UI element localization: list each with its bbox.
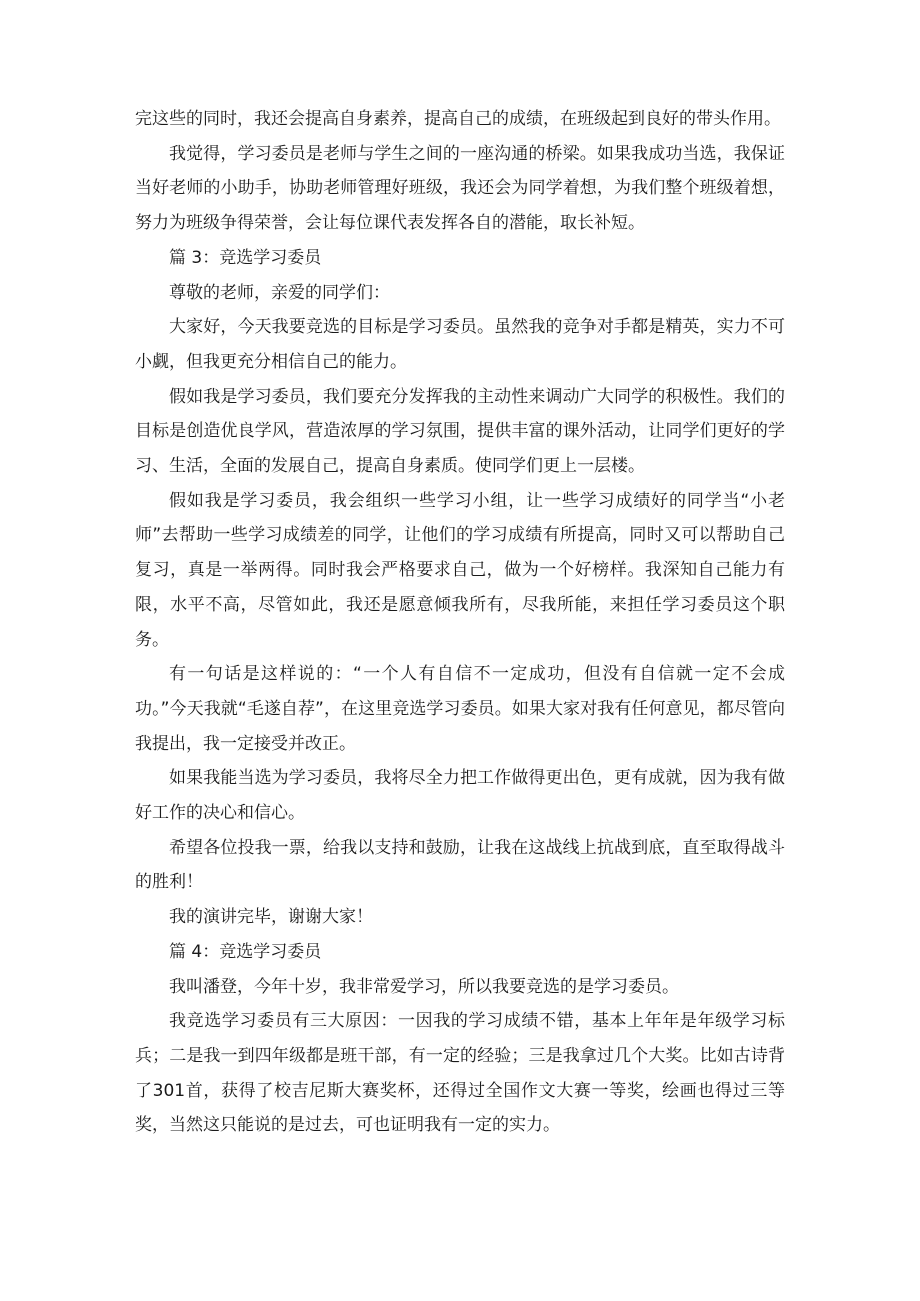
paragraph: 如果我能当选为学习委员，我将尽全力把工作做得更出色，更有成就，因为我有做好工作的决心和信心。 — [135, 768, 785, 824]
document-body — [135, 102, 785, 1143]
closing-line: 我的演讲完毕，谢谢大家！ — [169, 907, 373, 928]
paragraph: 我叫潘登，今年十岁，我非常爱学习，所以我要竞选的是学习委员。 — [169, 976, 679, 997]
paragraph: 假如我是学习委员，我们要充分发挥我的主动性来调动广大同学的积极性。我们的目标是创造优良学风，营造浓厚的学习氛围，提供丰富的课外活动，让同学们更好的学习、生活，全面的发展自己，提高自身素质。使同学们更上一层楼。 — [135, 386, 785, 477]
paragraph: 大家好，今天我要竞选的目标是学习委员。虽然我的竞争对手都是精英，实力不可小觑，但我更充分相信自己的能力。 — [135, 317, 785, 372]
paragraph: 有一句话是这样说的：“一个人有自信不一定成功，但没有自信就一定不会成功。”今天我就“毛遂自荐”，在这里竞选学习委员。如果大家对我有任何意见，都尽管向我提出，我一定接受并改正。 — [135, 664, 785, 754]
paragraph: 希望各位投我一票，给我以支持和鼓励，让我在这战线上抗战到底，直至取得战斗的胜利！ — [135, 837, 785, 893]
paragraph-continuation: 完这些的同时，我还会提高自身素养，提高自己的成绩，在班级起到良好的带头作用。 — [135, 109, 781, 129]
section-heading-3: 篇 3：竞选学习委员 — [169, 247, 322, 268]
paragraph: 我觉得，学习委员是老师与学生之间的一座沟通的桥梁。如果我成功当选，我保证当好老师的小助手，协助老师管理好班级，我还会为同学着想，为我们整个班级着想，努力为班级争得荣誉，会让每位课代表发挥各自的潜能，取长补短。 — [135, 143, 785, 234]
paragraph: 假如我是学习委员，我会组织一些学习小组，让一些学习成绩好的同学当“小老师”去帮助一些学习成绩差的同学，让他们的学习成绩有所提高，同时又可以帮助自己复习，真是一举两得。同时我会严格要求自己，做为一个好榜样。我深知自己能力有限，水平不高，尽管如此，我还是愿意倾我所有，尽我所能，来担任学习委员这个职务。 — [135, 490, 785, 650]
salutation: 尊敬的老师，亲爱的同学们： — [169, 282, 390, 303]
paragraph: 我竞选学习委员有三大原因：一因我的学习成绩不错，基本上年年是年级学习标兵；二是我一到四年级都是班干部，有一定的经验；三是我拿过几个大奖。比如古诗背了301首，获得了校吉尼斯大赛奖杯，还得过全国作文大赛一等奖，绘画也得过三等奖，当然这只能说的是过去，可也证明我有一定的实力。 — [135, 1011, 785, 1136]
section-heading-4: 篇 4：竞选学习委员 — [169, 941, 322, 962]
